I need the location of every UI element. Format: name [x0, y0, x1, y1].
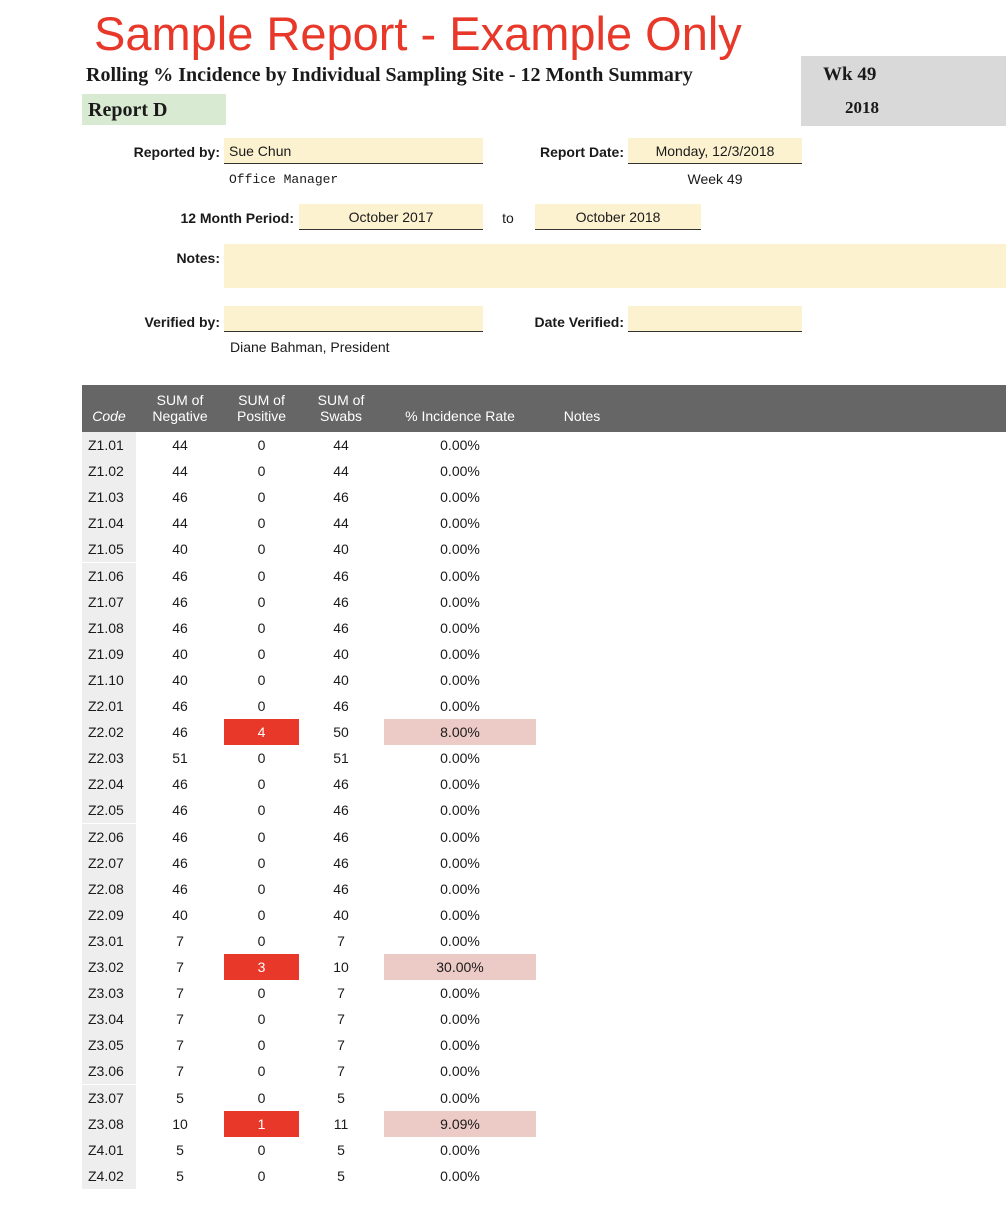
cell-code: Z1.06: [82, 563, 136, 589]
cell-positive: 0: [257, 1167, 266, 1184]
cell-rate: 0.00%: [440, 593, 480, 610]
cell-rate: 0.00%: [440, 671, 480, 688]
cell-swabs: 46: [333, 802, 349, 819]
notes-field[interactable]: [224, 244, 1006, 288]
cell-positive: 0: [257, 880, 266, 897]
cell-code: Z1.09: [82, 641, 136, 667]
cell-swabs: 44: [333, 515, 349, 532]
cell-code: Z2.08: [82, 876, 136, 902]
table-row: [82, 510, 1006, 536]
cell-negative: 46: [172, 593, 188, 610]
cell-swabs: 5: [337, 1141, 345, 1158]
table-row: [82, 1163, 1006, 1189]
cell-positive: 0: [257, 619, 266, 636]
table-row: [82, 484, 1006, 510]
cell-negative: 44: [172, 515, 188, 532]
cell-positive: 0: [257, 645, 266, 662]
cell-negative: 51: [172, 750, 188, 767]
cell-swabs: 46: [333, 567, 349, 584]
cell-positive: 0: [257, 541, 266, 558]
reported-by-label: Reported by:: [133, 144, 220, 160]
cell-positive: 0: [257, 854, 266, 871]
col-positive-top: SUM of: [238, 392, 285, 408]
col-swabs-bottom: Swabs: [319, 408, 363, 424]
cell-code: Z2.03: [82, 745, 136, 771]
cell-positive: 4: [224, 719, 299, 745]
cell-code: Z3.07: [82, 1085, 136, 1111]
cell-code: Z3.04: [82, 1006, 136, 1032]
table-row: [82, 902, 1006, 928]
cell-swabs: 40: [333, 541, 349, 558]
cell-code: Z1.01: [82, 432, 136, 458]
cell-code: Z2.09: [82, 902, 136, 928]
table-row: [82, 719, 1006, 745]
cell-rate: 0.00%: [440, 1141, 480, 1158]
cell-rate: 0.00%: [440, 932, 480, 949]
week-label: Wk 49: [823, 64, 877, 85]
cell-rate: 30.00%: [384, 954, 536, 980]
table-row: [82, 641, 1006, 667]
cell-swabs: 7: [337, 985, 345, 1002]
verified-by-name: Diane Bahman, President: [230, 339, 390, 355]
report-year: 2018: [845, 98, 879, 117]
cell-swabs: 5: [337, 1089, 345, 1106]
cell-positive: 0: [257, 776, 266, 793]
cell-positive: 0: [257, 437, 266, 453]
week-box: [801, 56, 1006, 126]
col-swabs-top: SUM of: [317, 392, 365, 408]
period-to: to: [502, 210, 514, 226]
period-label: 12 Month Period:: [180, 210, 294, 226]
cell-positive: 0: [257, 1089, 266, 1106]
cell-swabs: 7: [337, 1037, 345, 1054]
cell-negative: 10: [172, 1115, 188, 1132]
cell-rate: 0.00%: [440, 1167, 480, 1184]
cell-negative: 46: [172, 880, 188, 897]
table-row: [82, 1032, 1006, 1058]
cell-swabs: 46: [333, 776, 349, 793]
sample-banner: Sample Report - Example Only: [94, 7, 742, 60]
cell-code: Z1.08: [82, 615, 136, 641]
cell-negative: 7: [176, 1037, 184, 1054]
report-date-field[interactable]: Monday, 12/3/2018: [628, 138, 802, 164]
col-code: Code: [92, 408, 126, 424]
cell-code: Z3.02: [82, 954, 136, 980]
table-row: [82, 1111, 1006, 1137]
cell-positive: 0: [257, 932, 266, 949]
cell-positive: 0: [257, 985, 266, 1002]
cell-negative: 46: [172, 489, 188, 506]
cell-code: Z2.04: [82, 771, 136, 797]
cell-rate: 0.00%: [440, 750, 480, 767]
verified-by-field[interactable]: [224, 306, 483, 332]
reported-by-field[interactable]: Sue Chun: [224, 138, 483, 164]
cell-code: Z4.01: [82, 1137, 136, 1163]
cell-code: Z2.01: [82, 693, 136, 719]
cell-rate: 0.00%: [440, 515, 480, 532]
table-row: [82, 954, 1006, 980]
table-row: [82, 458, 1006, 484]
cell-swabs: 46: [333, 880, 349, 897]
table-row: [82, 563, 1006, 589]
cell-swabs: 10: [333, 959, 349, 975]
table-row: [82, 824, 1006, 850]
table-header: [82, 385, 1006, 432]
cell-rate: 9.09%: [384, 1111, 536, 1137]
cell-positive: 3: [224, 954, 299, 980]
table-row: [82, 850, 1006, 876]
verified-by-label: Verified by:: [144, 314, 220, 330]
table-row: [82, 771, 1006, 797]
cell-code: Z4.02: [82, 1163, 136, 1189]
cell-positive: 0: [257, 1063, 266, 1080]
cell-code: Z2.06: [82, 824, 136, 850]
cell-rate: 0.00%: [440, 985, 480, 1002]
table-row: [82, 1085, 1006, 1111]
cell-negative: 44: [172, 463, 188, 480]
cell-negative: 7: [176, 1063, 184, 1080]
cell-negative: 40: [172, 671, 188, 688]
cell-rate: 0.00%: [440, 776, 480, 793]
cell-positive: 0: [257, 906, 266, 923]
cell-positive: 0: [257, 463, 266, 480]
table-row: [82, 1137, 1006, 1163]
table-row: [82, 589, 1006, 615]
cell-negative: 7: [176, 959, 184, 975]
cell-rate: 0.00%: [440, 463, 480, 480]
cell-swabs: 7: [337, 1063, 345, 1080]
cell-code: Z3.08: [82, 1111, 136, 1137]
report-code: Report D: [82, 94, 226, 125]
cell-positive: 0: [257, 750, 266, 767]
table-row: [82, 797, 1006, 823]
cell-negative: 7: [176, 1011, 184, 1028]
cell-negative: 46: [172, 698, 188, 714]
report-title: Rolling % Incidence by Individual Sampling Site - 12 Month Summary: [86, 64, 693, 86]
cell-positive: 0: [257, 1011, 266, 1028]
cell-code: Z1.07: [82, 589, 136, 615]
cell-swabs: 5: [337, 1167, 345, 1184]
cell-positive: 0: [257, 593, 266, 610]
cell-rate: 0.00%: [440, 619, 480, 636]
cell-negative: 5: [176, 1167, 184, 1184]
cell-swabs: 44: [333, 437, 349, 453]
cell-swabs: 11: [333, 1115, 349, 1132]
cell-negative: 46: [172, 776, 188, 793]
cell-rate: 0.00%: [440, 1089, 480, 1106]
cell-rate: 0.00%: [440, 645, 480, 662]
cell-swabs: 46: [333, 619, 349, 636]
report-date-label: Report Date:: [539, 144, 624, 160]
cell-negative: 40: [172, 645, 188, 662]
cell-rate: 0.00%: [440, 567, 480, 584]
cell-positive: 0: [257, 1141, 266, 1158]
cell-negative: 46: [172, 567, 188, 584]
cell-positive: 0: [257, 828, 266, 845]
cell-swabs: 40: [333, 906, 349, 923]
reported-by-role: Office Manager: [229, 172, 339, 187]
cell-swabs: 44: [333, 463, 349, 480]
cell-code: Z1.04: [82, 510, 136, 536]
cell-code: Z1.10: [82, 667, 136, 693]
date-verified-label: Date Verified:: [534, 314, 624, 330]
cell-negative: 46: [172, 828, 188, 845]
col-negative-bottom: Negative: [152, 408, 208, 424]
cell-swabs: 46: [333, 854, 349, 871]
cell-positive: 0: [257, 1037, 266, 1054]
cell-negative: 46: [172, 619, 188, 636]
col-negative-top: SUM of: [156, 392, 204, 408]
cell-negative: 5: [176, 1089, 184, 1106]
table-row: [82, 693, 1006, 719]
cell-rate: 8.00%: [384, 719, 536, 745]
table-row: [82, 432, 1006, 458]
cell-rate: 0.00%: [440, 1037, 480, 1054]
cell-rate: 0.00%: [440, 828, 480, 845]
table-row: [82, 876, 1006, 902]
cell-rate: 0.00%: [440, 880, 480, 897]
cell-code: Z3.05: [82, 1032, 136, 1058]
col-rate: % Incidence Rate: [405, 408, 515, 424]
cell-negative: 46: [172, 802, 188, 819]
table-row: [82, 980, 1006, 1006]
cell-swabs: 7: [337, 1011, 345, 1028]
cell-rate: 0.00%: [440, 1011, 480, 1028]
cell-swabs: 46: [333, 828, 349, 845]
cell-code: Z1.02: [82, 458, 136, 484]
col-notes: Notes: [563, 408, 601, 424]
cell-swabs: 51: [333, 750, 349, 767]
cell-rate: 0.00%: [440, 1063, 480, 1080]
cell-positive: 0: [257, 515, 266, 532]
cell-code: Z3.01: [82, 928, 136, 954]
col-positive-bottom: Positive: [236, 408, 287, 424]
cell-rate: 0.00%: [440, 698, 480, 714]
cell-swabs: 50: [333, 724, 349, 741]
cell-code: Z2.07: [82, 850, 136, 876]
cell-positive: 1: [224, 1111, 299, 1137]
cell-negative: 5: [176, 1141, 184, 1158]
cell-swabs: 7: [337, 932, 345, 949]
cell-negative: 40: [172, 541, 188, 558]
cell-swabs: 40: [333, 671, 349, 688]
cell-swabs: 46: [333, 698, 349, 714]
cell-rate: 0.00%: [440, 541, 480, 558]
table-row: [82, 1006, 1006, 1032]
cell-positive: 0: [257, 802, 266, 819]
notes-label: Notes:: [176, 250, 220, 266]
cell-code: Z1.05: [82, 536, 136, 562]
cell-positive: 0: [257, 671, 266, 688]
cell-code: Z3.03: [82, 980, 136, 1006]
table-row: [82, 1058, 1006, 1084]
cell-code: Z3.06: [82, 1058, 136, 1084]
cell-negative: 46: [172, 724, 188, 741]
table-row: [82, 745, 1006, 771]
cell-positive: 0: [257, 698, 266, 714]
cell-swabs: 46: [333, 593, 349, 610]
cell-code: Z2.02: [82, 719, 136, 745]
cell-negative: 7: [176, 985, 184, 1002]
cell-rate: 0.00%: [440, 802, 480, 819]
cell-rate: 0.00%: [440, 854, 480, 871]
report-week: Week 49: [687, 171, 743, 187]
cell-positive: 0: [257, 567, 266, 584]
table-row: [82, 667, 1006, 693]
table-row: [82, 536, 1006, 562]
table-row: [82, 928, 1006, 954]
cell-rate: 0.00%: [440, 437, 480, 453]
cell-negative: 40: [172, 906, 188, 923]
cell-rate: 0.00%: [440, 906, 480, 923]
cell-positive: 0: [257, 489, 266, 506]
cell-negative: 46: [172, 854, 188, 871]
cell-swabs: 40: [333, 645, 349, 662]
period-end-field[interactable]: October 2018: [535, 204, 701, 230]
date-verified-field[interactable]: [628, 306, 802, 332]
cell-swabs: 46: [333, 489, 349, 506]
cell-code: Z2.05: [82, 797, 136, 823]
cell-negative: 7: [176, 932, 184, 949]
period-start-field[interactable]: October 2017: [299, 204, 483, 230]
table-row: [82, 615, 1006, 641]
cell-negative: 44: [172, 437, 188, 453]
cell-code: Z1.03: [82, 484, 136, 510]
cell-rate: 0.00%: [440, 489, 480, 506]
